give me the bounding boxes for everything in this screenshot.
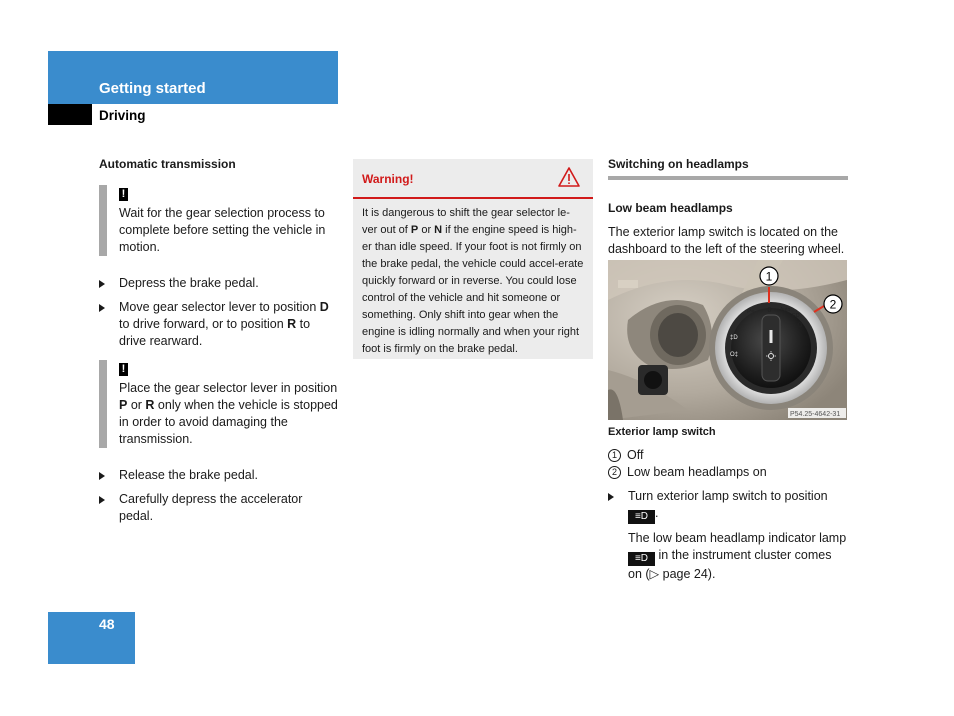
- page-number: 48: [99, 616, 115, 632]
- switching-headlamps-heading: Switching on headlamps: [608, 157, 749, 171]
- intro-text: The exterior lamp switch is located on the dashboard to the left of the steering wheel.: [608, 225, 845, 256]
- automatic-transmission-heading: Automatic transmission: [99, 157, 236, 171]
- step-item: Carefully depress the accelerator pedal.: [99, 491, 339, 525]
- svg-text:‡D: ‡D: [730, 335, 738, 341]
- figure-code: P54.25-4642-31: [790, 411, 841, 418]
- step-item: Depress the brake pedal.: [99, 275, 339, 292]
- right-column-lower: [608, 424, 848, 583]
- warning-box: [353, 159, 593, 359]
- caution-icon: !: [119, 363, 128, 376]
- legend-item: 1 Off: [608, 447, 848, 464]
- page-number-box: [48, 612, 135, 664]
- note-box: [99, 185, 339, 256]
- svg-text:ED: ED: [792, 313, 800, 319]
- low-beam-headlamp-icon: ≡D: [628, 510, 655, 524]
- right-column: [608, 156, 848, 258]
- lamp-switch-illustration: [608, 260, 847, 420]
- warning-triangle-icon: [557, 166, 581, 188]
- note-box: [99, 360, 339, 448]
- callout-1: 1: [765, 269, 773, 284]
- step-item: Turn exterior lamp switch to position ≡D .: [608, 488, 848, 524]
- low-beam-heading: Low beam headlamps: [608, 201, 733, 215]
- subsection-marker: [48, 104, 92, 125]
- step-item: Move gear selector lever to position D to drive forward, or to position R to drive rearward.: [99, 299, 339, 350]
- heading-rule: [608, 176, 848, 180]
- warning-header: [353, 159, 593, 199]
- result-text: The low beam headlamp indicator lamp ≡D in the instrument cluster comes on (▷ page 24).: [628, 531, 847, 581]
- svg-text:P=: P=: [747, 309, 755, 315]
- low-beam-headlamp-icon: ≡D: [628, 552, 655, 566]
- svg-text:0: 0: [767, 307, 772, 314]
- legend-item: 2 Low beam headlamps on: [608, 464, 848, 481]
- left-column: [99, 156, 339, 525]
- svg-text:D: D: [798, 323, 803, 329]
- svg-text:Auto: Auto: [780, 307, 791, 313]
- section-title: Getting started: [99, 80, 206, 97]
- svg-text:O‡: O‡: [730, 352, 739, 358]
- exterior-lamp-switch-photo: [608, 260, 847, 420]
- callout-2: 2: [829, 297, 837, 312]
- subsection-title: Driving: [99, 108, 146, 123]
- note-text: Wait for the gear selection process to complete before setting the vehicle in motion.: [119, 206, 326, 254]
- step-item: Release the brake pedal.: [99, 467, 339, 484]
- warning-text: It is dangerous to shift the gear selector le-ver out of P or N if the engine speed is high-er than idle speed. If your foot is not firmly on the brake pedal, the vehicle could accel-erate quickly forward or in reverse. You could lose control of the vehicle and hit someone or something. Only shift into gear when the engine is idling normally and when your right foot is firmly on the brake pedal.: [362, 207, 584, 355]
- note-text: Place the gear selector lever in position P or R only when the vehicle is stopped in order to avoid damaging the transmission.: [119, 381, 338, 446]
- caution-icon: !: [119, 188, 128, 201]
- figure-caption: Exterior lamp switch: [608, 426, 716, 438]
- warning-title: Warning!: [362, 172, 414, 186]
